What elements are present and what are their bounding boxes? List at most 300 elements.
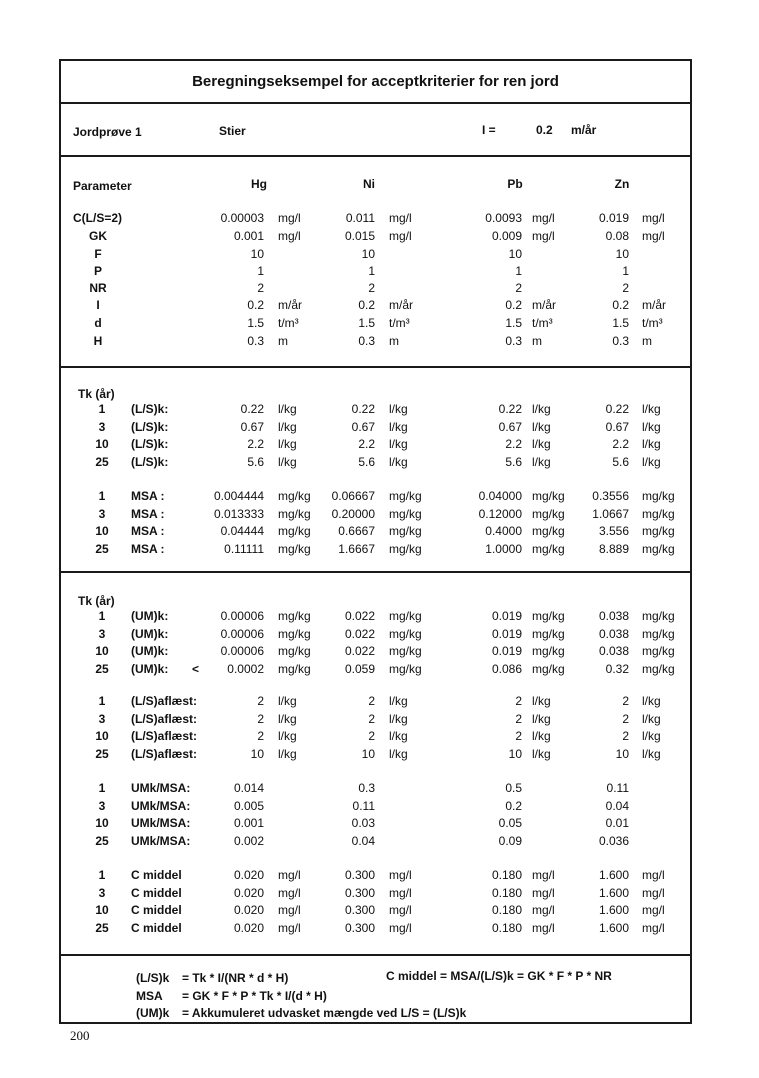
- cell-unit: l/kg: [278, 454, 297, 469]
- row-label: UMk/MSA:: [131, 833, 191, 848]
- cell-value: 1.600: [598, 868, 629, 882]
- parameter-unit: m/år: [642, 298, 666, 312]
- row-label: C middel: [131, 868, 182, 882]
- cell-value: 0.013333: [213, 506, 264, 521]
- cell-unit: l/kg: [278, 746, 297, 761]
- cell-value: 0.12000: [478, 506, 522, 521]
- cell-unit: mg/kg: [532, 506, 565, 521]
- parameter-value: 10: [508, 247, 522, 261]
- cell-value: 2: [257, 729, 264, 743]
- cell-value: 0.11: [352, 798, 375, 813]
- parameter-unit: t/m³: [278, 316, 299, 330]
- cell-value: 0.019: [491, 609, 522, 623]
- tk-value: 3: [98, 711, 106, 726]
- parameter-value: 1.5: [505, 316, 522, 330]
- cell-value: 0.059: [344, 661, 375, 676]
- cell-value: 0.180: [491, 903, 522, 917]
- parameter-value: 0.3: [358, 334, 375, 348]
- cell-value: 0.019: [491, 626, 522, 641]
- cell-value: 2: [257, 711, 264, 726]
- parameter-value: 2: [622, 281, 629, 295]
- parameter-label: F: [94, 247, 102, 261]
- cell-unit: mg/kg: [278, 644, 311, 658]
- row-label: (UM)k:: [131, 626, 169, 641]
- row-label: MSA :: [131, 506, 165, 521]
- parameter-value: 0.3: [612, 334, 629, 348]
- cell-value: 2: [368, 694, 375, 708]
- cell-unit: l/kg: [389, 711, 408, 726]
- cell-unit: mg/l: [642, 885, 665, 900]
- cell-unit: mg/kg: [389, 644, 422, 658]
- cell-unit: mg/l: [389, 885, 412, 900]
- formula-rhs: = Tk * I/(NR * d * H): [182, 971, 289, 985]
- cell-value: 0.022: [344, 626, 375, 641]
- cell-value: 0.06667: [331, 489, 375, 503]
- cell-value: 1.600: [598, 920, 629, 935]
- parameter-unit: mg/l: [642, 211, 665, 225]
- cell-value: 1.0000: [485, 541, 522, 556]
- cell-value: 2.2: [505, 437, 522, 451]
- cell-unit: mg/kg: [278, 524, 311, 538]
- cell-value: 5.6: [612, 454, 629, 469]
- cell-value: 2: [257, 694, 264, 708]
- cell-unit: mg/l: [532, 885, 555, 900]
- cell-value: 0.00006: [220, 626, 264, 641]
- row-label: (L/S)k:: [131, 437, 169, 451]
- divider-title: [59, 102, 692, 104]
- tk-value: 1: [98, 868, 106, 882]
- row-label: UMk/MSA:: [131, 816, 191, 830]
- row-label: (L/S)aflæst:: [131, 746, 197, 761]
- formula-rhs: = GK * F * P * Tk * I/(d * H): [182, 989, 327, 1003]
- cell-unit: mg/kg: [642, 506, 675, 521]
- cell-unit: mg/l: [389, 868, 412, 882]
- cell-unit: mg/kg: [532, 626, 565, 641]
- parameter-unit: mg/l: [532, 229, 555, 243]
- cell-value: 5.6: [505, 454, 522, 469]
- cell-value: 0.086: [491, 661, 522, 676]
- cell-value: 5.6: [358, 454, 375, 469]
- column-header-hg: Hg: [251, 177, 267, 191]
- tk-value: 10: [95, 644, 109, 658]
- cell-value: 0.022: [344, 609, 375, 623]
- parameter-value: 0.001: [233, 229, 264, 243]
- cell-unit: l/kg: [642, 746, 661, 761]
- cell-value: 1.6667: [338, 541, 375, 556]
- cell-value: 3.556: [598, 524, 629, 538]
- section1-heading: Tk (år): [78, 387, 115, 401]
- parameter-unit: mg/l: [389, 229, 412, 243]
- formula-rhs: = Akkumuleret udvasket mængde ved L/S = (L/S)k: [182, 1006, 467, 1020]
- cell-unit: l/kg: [389, 454, 408, 469]
- cell-value: 10: [250, 746, 264, 761]
- cell-value: 5.6: [247, 454, 264, 469]
- cell-value: 0.038: [598, 609, 629, 623]
- parameter-value: 10: [615, 247, 629, 261]
- cell-value: 0.3556: [592, 489, 629, 503]
- cell-unit: mg/l: [389, 903, 412, 917]
- parameter-unit: t/m³: [389, 316, 410, 330]
- cell-unit: mg/kg: [642, 541, 675, 556]
- cell-value: 0.67: [498, 419, 522, 434]
- cell-unit: mg/kg: [389, 524, 422, 538]
- cell-value: 0.67: [240, 419, 264, 434]
- cell-value: 0.001: [233, 816, 264, 830]
- cell-unit: mg/kg: [278, 489, 311, 503]
- formula-c-middel: C middel = MSA/(L/S)k = GK * F * P * NR: [386, 969, 612, 983]
- row-label: UMk/MSA:: [131, 798, 191, 813]
- parameter-label: d: [94, 316, 102, 330]
- cell-value: 0.038: [598, 644, 629, 658]
- cell-value: 0.11: [606, 781, 629, 795]
- cell-value: 8.889: [598, 541, 629, 556]
- cell-value: 0.4000: [485, 524, 522, 538]
- cell-unit: mg/l: [642, 903, 665, 917]
- divider-parameters: [59, 366, 692, 368]
- parameter-value: 2: [515, 281, 522, 295]
- parameter-label: GK: [89, 229, 107, 243]
- parameter-unit: mg/l: [389, 211, 412, 225]
- cell-value: 0.019: [491, 644, 522, 658]
- cell-value: 0.020: [233, 868, 264, 882]
- cell-unit: l/kg: [278, 437, 297, 451]
- parameter-value: 1: [622, 264, 629, 278]
- cell-value: 0.020: [233, 885, 264, 900]
- parameter-value: 0.2: [247, 298, 264, 312]
- cell-unit: mg/kg: [532, 541, 565, 556]
- parameter-value: 0.019: [598, 211, 629, 225]
- parameter-unit: m/år: [278, 298, 302, 312]
- formula-lhs: (L/S)k: [136, 971, 170, 985]
- cell-value: 0.004444: [213, 489, 264, 503]
- column-header-zn: Zn: [614, 177, 630, 191]
- cell-value: 1.0667: [592, 506, 629, 521]
- cell-unit: mg/l: [642, 868, 665, 882]
- cell-value: 2: [368, 729, 375, 743]
- cell-unit: mg/kg: [389, 661, 422, 676]
- cell-unit: mg/kg: [642, 524, 675, 538]
- cell-value: 0.6667: [338, 524, 375, 538]
- parameter-label: P: [93, 264, 102, 278]
- cell-value: 10: [508, 746, 522, 761]
- cell-unit: mg/kg: [278, 541, 311, 556]
- parameter-value: 0.009: [491, 229, 522, 243]
- parameter-value: 0.2: [505, 298, 522, 312]
- sample-name: Stier: [219, 124, 246, 138]
- row-label: UMk/MSA:: [131, 781, 191, 795]
- row-label: (L/S)k:: [131, 402, 169, 416]
- cell-unit: mg/kg: [642, 626, 675, 641]
- cell-value: 0.014: [233, 781, 264, 795]
- cell-value: 0.67: [605, 419, 629, 434]
- cell-value: 0.038: [598, 626, 629, 641]
- cell-value: 0.300: [344, 920, 375, 935]
- less-than-mark: <: [192, 661, 200, 676]
- section2-heading: Tk (år): [78, 594, 115, 608]
- cell-value: 2.2: [247, 437, 264, 451]
- cell-value: 0.2: [505, 798, 522, 813]
- i-value: 0.2: [536, 123, 553, 137]
- parameter-value: 1.5: [612, 316, 629, 330]
- parameter-unit: mg/l: [278, 211, 301, 225]
- cell-unit: mg/kg: [278, 661, 311, 676]
- cell-value: 0.05: [498, 816, 522, 830]
- cell-value: 0.0002: [227, 661, 264, 676]
- cell-value: 0.03: [351, 816, 375, 830]
- cell-value: 10: [361, 746, 375, 761]
- tk-value: 25: [95, 661, 109, 676]
- cell-value: 0.22: [498, 402, 522, 416]
- cell-value: 0.04: [351, 833, 375, 848]
- parameter-heading: Parameter: [73, 179, 132, 193]
- cell-value: 0.67: [351, 419, 375, 434]
- row-label: (UM)k:: [131, 644, 169, 658]
- cell-unit: mg/kg: [642, 609, 675, 623]
- cell-value: 10: [615, 746, 629, 761]
- row-label: (L/S)k:: [131, 454, 169, 469]
- cell-unit: mg/kg: [389, 626, 422, 641]
- cell-unit: mg/kg: [642, 644, 675, 658]
- tk-value: 25: [95, 454, 109, 469]
- parameter-unit: mg/l: [642, 229, 665, 243]
- parameter-value: 0.3: [247, 334, 264, 348]
- cell-unit: mg/l: [278, 920, 301, 935]
- parameter-unit: m/år: [389, 298, 413, 312]
- cell-unit: mg/kg: [532, 489, 565, 503]
- cell-unit: l/kg: [532, 402, 551, 416]
- cell-value: 0.020: [233, 920, 264, 935]
- cell-value: 0.020: [233, 903, 264, 917]
- cell-unit: l/kg: [532, 419, 551, 434]
- tk-value: 10: [95, 524, 109, 538]
- cell-unit: l/kg: [642, 437, 661, 451]
- tk-value: 10: [95, 437, 109, 451]
- parameter-value: 0.2: [358, 298, 375, 312]
- cell-unit: l/kg: [278, 402, 297, 416]
- tk-value: 1: [98, 489, 106, 503]
- page-title: Beregningseksempel for acceptkriterier for ren jord: [192, 73, 559, 90]
- cell-unit: l/kg: [389, 402, 408, 416]
- row-label: C middel: [131, 903, 182, 917]
- cell-unit: l/kg: [532, 729, 551, 743]
- cell-unit: mg/kg: [532, 609, 565, 623]
- parameter-value: 0.2: [612, 298, 629, 312]
- cell-unit: l/kg: [389, 437, 408, 451]
- parameter-unit: t/m³: [642, 316, 663, 330]
- parameter-value: 1: [368, 264, 375, 278]
- page-number: 200: [70, 1028, 90, 1043]
- tk-value: 10: [95, 729, 109, 743]
- parameter-label: C(L/S=2): [73, 211, 123, 225]
- cell-unit: mg/kg: [278, 626, 311, 641]
- cell-value: 0.300: [344, 868, 375, 882]
- parameter-value: 1: [257, 264, 264, 278]
- parameter-unit: m: [278, 334, 288, 348]
- cell-unit: l/kg: [642, 402, 661, 416]
- cell-unit: l/kg: [642, 729, 661, 743]
- cell-unit: mg/l: [532, 920, 555, 935]
- row-label: (UM)k:: [131, 609, 169, 623]
- cell-unit: mg/l: [532, 868, 555, 882]
- formula-lhs: (UM)k: [136, 1006, 170, 1020]
- cell-unit: mg/kg: [532, 524, 565, 538]
- cell-value: 2: [515, 694, 522, 708]
- cell-unit: l/kg: [642, 694, 661, 708]
- cell-unit: mg/kg: [532, 661, 565, 676]
- row-label: (L/S)k:: [131, 419, 169, 434]
- parameter-value: 1.5: [247, 316, 264, 330]
- row-label: MSA :: [131, 489, 165, 503]
- cell-unit: mg/kg: [278, 506, 311, 521]
- cell-value: 0.180: [491, 920, 522, 935]
- row-label: (L/S)aflæst:: [131, 711, 197, 726]
- parameter-unit: m: [532, 334, 542, 348]
- cell-value: 2: [515, 711, 522, 726]
- parameter-unit: t/m³: [532, 316, 553, 330]
- cell-value: 0.09: [498, 833, 522, 848]
- cell-value: 0.180: [491, 885, 522, 900]
- tk-value: 1: [98, 402, 106, 416]
- cell-value: 1.600: [598, 885, 629, 900]
- cell-unit: mg/l: [389, 920, 412, 935]
- tk-value: 10: [95, 816, 109, 830]
- formula-lhs: MSA: [136, 989, 163, 1003]
- cell-unit: l/kg: [278, 419, 297, 434]
- cell-value: 0.00006: [220, 644, 264, 658]
- tk-value: 25: [95, 746, 109, 761]
- cell-unit: l/kg: [278, 729, 297, 743]
- parameter-label: I: [96, 298, 100, 312]
- cell-value: 2: [622, 711, 629, 726]
- cell-unit: mg/l: [642, 920, 665, 935]
- cell-value: 0.22: [351, 402, 375, 416]
- cell-value: 0.005: [233, 798, 264, 813]
- cell-value: 0.002: [233, 833, 264, 848]
- row-label: MSA :: [131, 541, 165, 556]
- divider-section1: [59, 571, 692, 573]
- divider-header: [59, 155, 692, 157]
- cell-unit: mg/l: [532, 903, 555, 917]
- row-label: MSA :: [131, 524, 165, 538]
- cell-value: 0.04000: [478, 489, 522, 503]
- cell-value: 0.20000: [331, 506, 375, 521]
- cell-unit: l/kg: [532, 746, 551, 761]
- cell-unit: l/kg: [532, 711, 551, 726]
- row-label: C middel: [131, 885, 182, 900]
- column-header-ni: Ni: [363, 177, 375, 191]
- cell-unit: l/kg: [532, 437, 551, 451]
- parameter-value: 0.00003: [220, 211, 264, 225]
- tk-value: 25: [95, 920, 109, 935]
- cell-unit: mg/kg: [389, 489, 422, 503]
- cell-unit: mg/kg: [389, 609, 422, 623]
- row-label: C middel: [131, 920, 182, 935]
- cell-value: 0.00006: [220, 609, 264, 623]
- cell-value: 0.036: [598, 833, 629, 848]
- parameter-label: NR: [89, 281, 107, 295]
- cell-value: 2: [622, 694, 629, 708]
- tk-value: 1: [98, 609, 106, 623]
- parameter-unit: m: [642, 334, 652, 348]
- parameter-value: 1.5: [358, 316, 375, 330]
- cell-value: 0.04: [605, 798, 629, 813]
- tk-value: 3: [98, 419, 106, 434]
- parameter-value: 10: [361, 247, 375, 261]
- parameter-value: 0.011: [345, 211, 375, 225]
- row-label: (L/S)aflæst:: [131, 694, 197, 708]
- parameter-value: 0.015: [344, 229, 375, 243]
- parameter-value: 0.3: [505, 334, 522, 348]
- cell-unit: l/kg: [389, 694, 408, 708]
- tk-value: 10: [95, 903, 109, 917]
- parameter-label: H: [93, 334, 103, 348]
- cell-unit: mg/l: [278, 885, 301, 900]
- parameter-value: 10: [250, 247, 264, 261]
- tk-value: 3: [98, 798, 106, 813]
- cell-value: 0.01: [605, 816, 629, 830]
- cell-unit: l/kg: [642, 419, 661, 434]
- cell-unit: mg/l: [278, 903, 301, 917]
- parameter-unit: m/år: [532, 298, 556, 312]
- cell-unit: l/kg: [532, 454, 551, 469]
- parameter-value: 0.08: [605, 229, 629, 243]
- row-label: (UM)k:: [131, 661, 169, 676]
- tk-value: 3: [98, 506, 106, 521]
- cell-value: 0.022: [344, 644, 375, 658]
- tk-value: 3: [98, 626, 106, 641]
- parameter-unit: mg/l: [532, 211, 555, 225]
- cell-value: 2: [515, 729, 522, 743]
- tk-value: 25: [95, 541, 109, 556]
- row-label: (L/S)aflæst:: [131, 729, 197, 743]
- cell-unit: l/kg: [642, 454, 661, 469]
- cell-unit: mg/kg: [642, 489, 675, 503]
- cell-value: 0.32: [605, 661, 629, 676]
- parameter-unit: m: [389, 334, 399, 348]
- cell-unit: l/kg: [642, 711, 661, 726]
- cell-unit: l/kg: [278, 711, 297, 726]
- parameter-value: 1: [515, 264, 522, 278]
- cell-value: 2: [622, 729, 629, 743]
- cell-unit: l/kg: [532, 694, 551, 708]
- cell-unit: l/kg: [389, 746, 408, 761]
- cell-unit: mg/kg: [278, 609, 311, 623]
- parameter-value: 0.0093: [485, 211, 522, 225]
- tk-value: 25: [95, 833, 109, 848]
- cell-value: 0.300: [344, 903, 375, 917]
- cell-unit: mg/kg: [389, 541, 422, 556]
- tk-value: 3: [98, 885, 106, 900]
- cell-value: 2.2: [612, 437, 629, 451]
- cell-value: 0.180: [491, 868, 522, 882]
- cell-unit: mg/kg: [389, 506, 422, 521]
- sample-label: Jordprøve 1: [73, 125, 142, 139]
- cell-value: 2: [368, 711, 375, 726]
- column-header-pb: Pb: [507, 177, 523, 191]
- parameter-value: 2: [368, 281, 375, 295]
- cell-value: 0.3: [358, 781, 375, 795]
- cell-value: 0.11111: [224, 541, 264, 556]
- cell-value: 2.2: [358, 437, 375, 451]
- divider-section2: [59, 954, 692, 956]
- parameter-unit: mg/l: [278, 229, 301, 243]
- cell-unit: mg/kg: [532, 644, 565, 658]
- i-unit: m/år: [571, 123, 597, 137]
- cell-unit: mg/kg: [642, 661, 675, 676]
- tk-value: 1: [98, 694, 106, 708]
- tk-value: 1: [98, 781, 106, 795]
- cell-value: 0.300: [344, 885, 375, 900]
